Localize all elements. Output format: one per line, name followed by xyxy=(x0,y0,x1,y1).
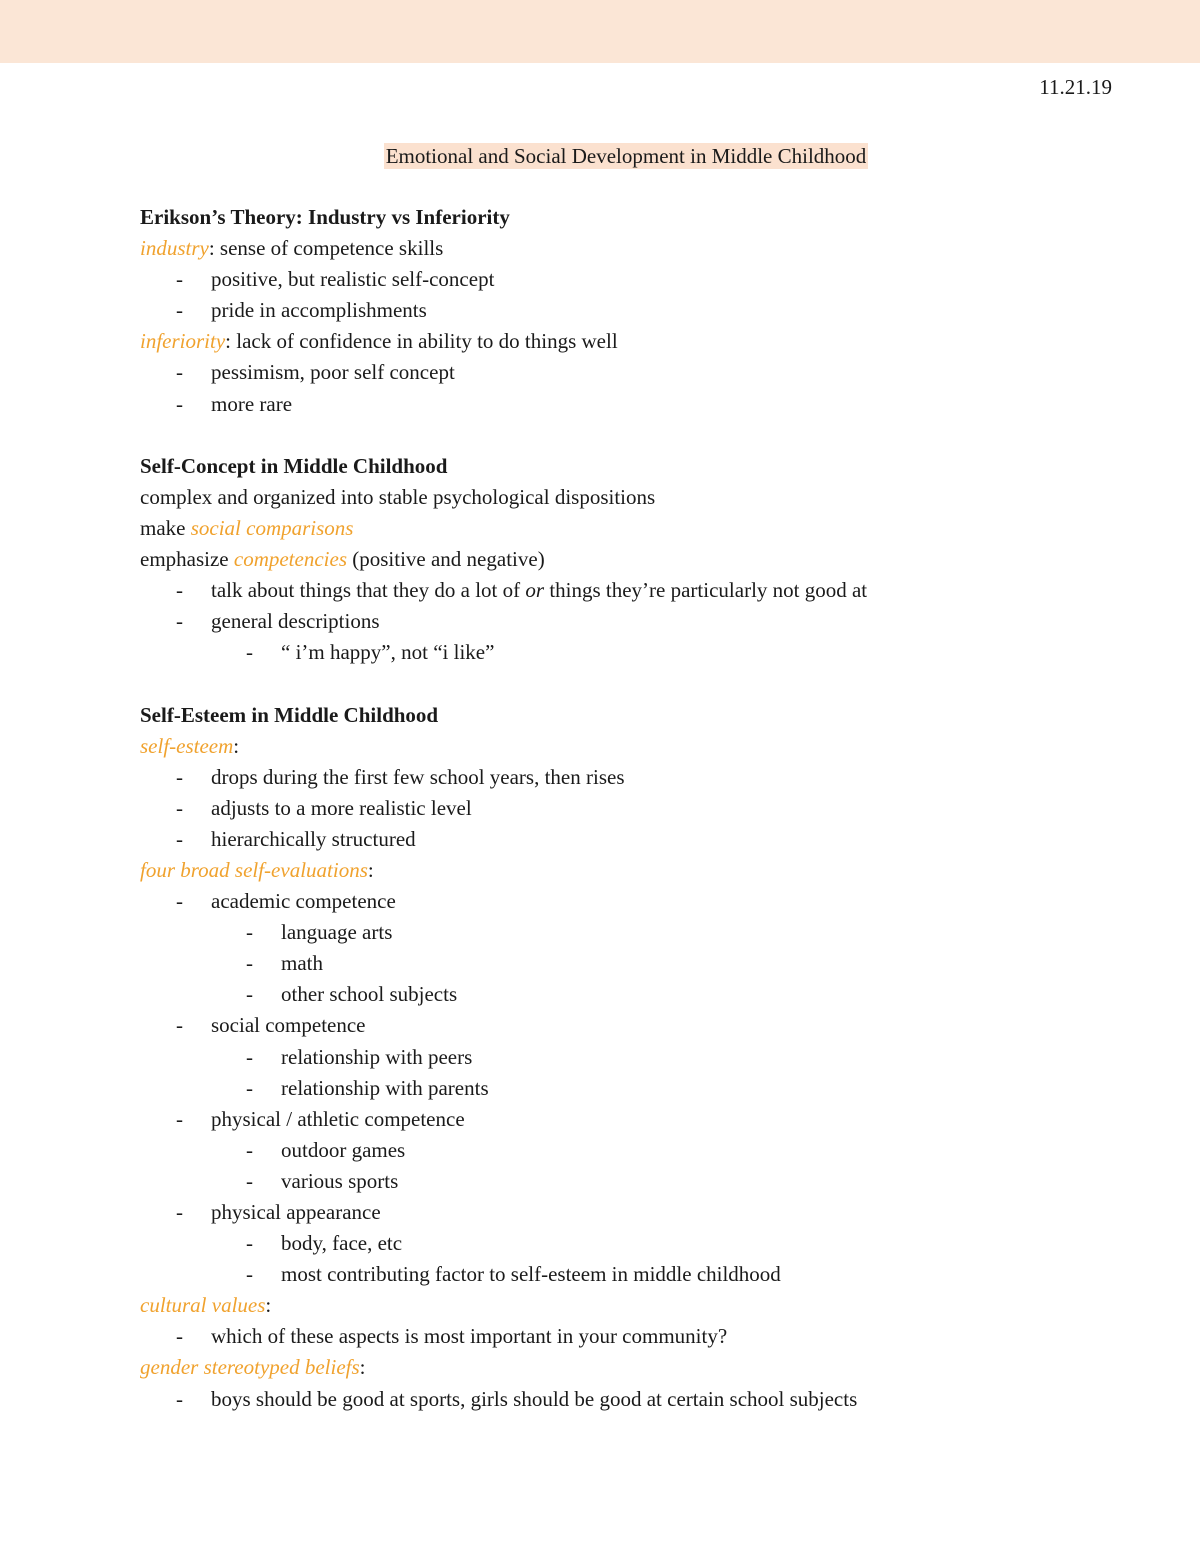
spacer xyxy=(140,668,1150,699)
note-date: 11.21.19 xyxy=(1039,75,1112,99)
bullet-dash: - xyxy=(246,1231,253,1256)
term-line-self-esteem xyxy=(140,731,1150,762)
definition-industry: : sense of competence skills xyxy=(208,236,444,261)
list-item-text: boys should be good at sports, girls should be good at certain school subjects xyxy=(211,1386,858,1411)
term-line-four-evaluations xyxy=(140,855,1150,886)
term-line-industry xyxy=(140,233,1150,264)
bullet-dash: - xyxy=(176,1200,183,1224)
list-item xyxy=(140,606,1150,637)
term-line-inferiority xyxy=(140,326,1150,357)
bullet-dash: - xyxy=(176,298,183,323)
list-item-text: outdoor games xyxy=(281,1137,406,1162)
sub-list-item xyxy=(140,979,1150,1010)
sub-list-item xyxy=(140,1135,1150,1166)
list-item xyxy=(140,762,1150,793)
list-item-text: “ i’m happy”, not “i like” xyxy=(281,640,495,665)
bullet-dash: - xyxy=(176,578,183,603)
emphasis-text: or xyxy=(525,578,545,603)
notes-body xyxy=(140,202,1150,1415)
list-item-text: general descriptions xyxy=(211,609,380,634)
list-item-text: more rare xyxy=(211,391,293,416)
sub-list-item xyxy=(140,1042,1150,1073)
sub-list-item xyxy=(140,917,1150,948)
spacer xyxy=(140,420,1150,451)
bullet-dash: - xyxy=(176,391,183,416)
text-run: : xyxy=(265,1293,272,1318)
bullet-dash: - xyxy=(176,826,183,851)
text-run: talk about things that they do a lot of xyxy=(211,578,526,603)
sub-list-item xyxy=(140,1166,1150,1197)
section-heading-erikson: Erikson’s Theory: Industry vs Inferiority xyxy=(140,205,510,229)
bullet-dash: - xyxy=(176,795,183,820)
sub-list-item xyxy=(140,1073,1150,1104)
list-item xyxy=(140,264,1150,295)
top-banner xyxy=(0,0,1200,63)
sub-list-item xyxy=(140,1228,1150,1259)
list-item-text: physical appearance xyxy=(211,1200,381,1224)
bullet-dash: - xyxy=(176,1324,183,1349)
bullet-dash: - xyxy=(246,982,253,1007)
list-item-text: relationship with parents xyxy=(281,1075,489,1100)
list-item-text: various sports xyxy=(281,1168,399,1193)
list-item xyxy=(140,886,1150,917)
list-item-text: positive, but realistic self-concept xyxy=(211,267,495,292)
bullet-dash: - xyxy=(246,1168,253,1193)
bullet-dash: - xyxy=(176,889,183,914)
list-item-text: academic competence xyxy=(211,889,396,914)
list-item-text: other school subjects xyxy=(281,982,458,1007)
list-item-text: math xyxy=(281,951,323,976)
term-social-comparisons: social comparisons xyxy=(190,515,354,540)
list-item-text: drops during the first few school years, then rises xyxy=(211,764,625,789)
paragraph-line: complex and organized into stable psychological dispositions xyxy=(140,484,656,509)
list-item-text: language arts xyxy=(281,920,393,945)
term-cultural-values: cultural values xyxy=(140,1293,266,1318)
bullet-dash: - xyxy=(176,1013,183,1038)
bullet-dash: - xyxy=(176,609,183,634)
list-item xyxy=(140,357,1150,388)
sub-list-item xyxy=(140,948,1150,979)
bullet-dash: - xyxy=(246,1075,253,1100)
sub-list-item xyxy=(140,1259,1150,1290)
list-item-text: hierarchically structured xyxy=(211,826,416,851)
term-line-gender-beliefs xyxy=(140,1352,1150,1383)
bullet-dash: - xyxy=(176,267,183,292)
text-run: emphasize xyxy=(140,547,234,572)
term-competencies: competencies xyxy=(233,547,347,572)
list-item xyxy=(140,1321,1150,1352)
section-heading-self-esteem: Self-Esteem in Middle Childhood xyxy=(140,702,439,727)
text-run: (positive and negative) xyxy=(347,547,545,572)
term-line-cultural-values xyxy=(140,1290,1150,1321)
list-item xyxy=(140,575,1150,606)
list-item xyxy=(140,295,1150,326)
bullet-dash: - xyxy=(176,764,183,789)
term-industry: industry xyxy=(140,236,209,261)
bullet-dash: - xyxy=(176,1386,183,1411)
list-item xyxy=(140,1197,1150,1228)
text-run: : xyxy=(233,733,240,758)
title-container xyxy=(0,143,1200,169)
text-run: things they’re particularly not good at xyxy=(544,578,868,603)
bullet-dash: - xyxy=(246,1044,253,1069)
list-item xyxy=(140,1104,1150,1135)
list-item-text: most contributing factor to self-esteem in middle childhood xyxy=(281,1262,781,1287)
term-self-esteem: self-esteem xyxy=(140,733,234,758)
list-item-text: which of these aspects is most important in your community? xyxy=(211,1324,728,1349)
bullet-dash: - xyxy=(246,1137,253,1162)
section-heading-self-concept: Self-Concept in Middle Childhood xyxy=(140,453,448,478)
bullet-dash: - xyxy=(176,360,183,385)
page-title: Emotional and Social Development in Middle Childhood xyxy=(385,144,867,168)
paragraph-line xyxy=(140,513,1150,544)
text-run: make xyxy=(140,515,191,540)
list-item xyxy=(140,793,1150,824)
list-item xyxy=(140,389,1150,420)
bullet-dash: - xyxy=(246,640,253,665)
term-four-broad-self-evaluations: four broad self-evaluations xyxy=(140,857,368,882)
list-item xyxy=(140,824,1150,855)
list-item-text: physical / athletic competence xyxy=(211,1106,465,1131)
sub-list-item xyxy=(140,637,1150,668)
list-item xyxy=(140,1384,1150,1415)
term-inferiority: inferiority xyxy=(140,329,226,354)
list-item-text: pessimism, poor self concept xyxy=(211,360,455,385)
paragraph-line xyxy=(140,544,1150,575)
term-gender-stereotyped-beliefs: gender stereotyped beliefs xyxy=(140,1355,360,1380)
text-run: : xyxy=(367,857,374,882)
list-item-text: adjusts to a more realistic level xyxy=(211,795,472,820)
bullet-dash: - xyxy=(246,920,253,945)
bullet-dash: - xyxy=(176,1106,183,1131)
bullet-dash: - xyxy=(246,951,253,976)
list-item-text: body, face, etc xyxy=(281,1231,403,1256)
list-item-text: relationship with peers xyxy=(281,1044,473,1069)
text-run: : xyxy=(359,1355,366,1380)
list-item xyxy=(140,1010,1150,1041)
bullet-dash: - xyxy=(246,1262,253,1287)
list-item-text: pride in accomplishments xyxy=(211,298,427,323)
definition-inferiority: : lack of confidence in ability to do things well xyxy=(225,329,618,354)
list-item-text: social competence xyxy=(211,1013,366,1038)
